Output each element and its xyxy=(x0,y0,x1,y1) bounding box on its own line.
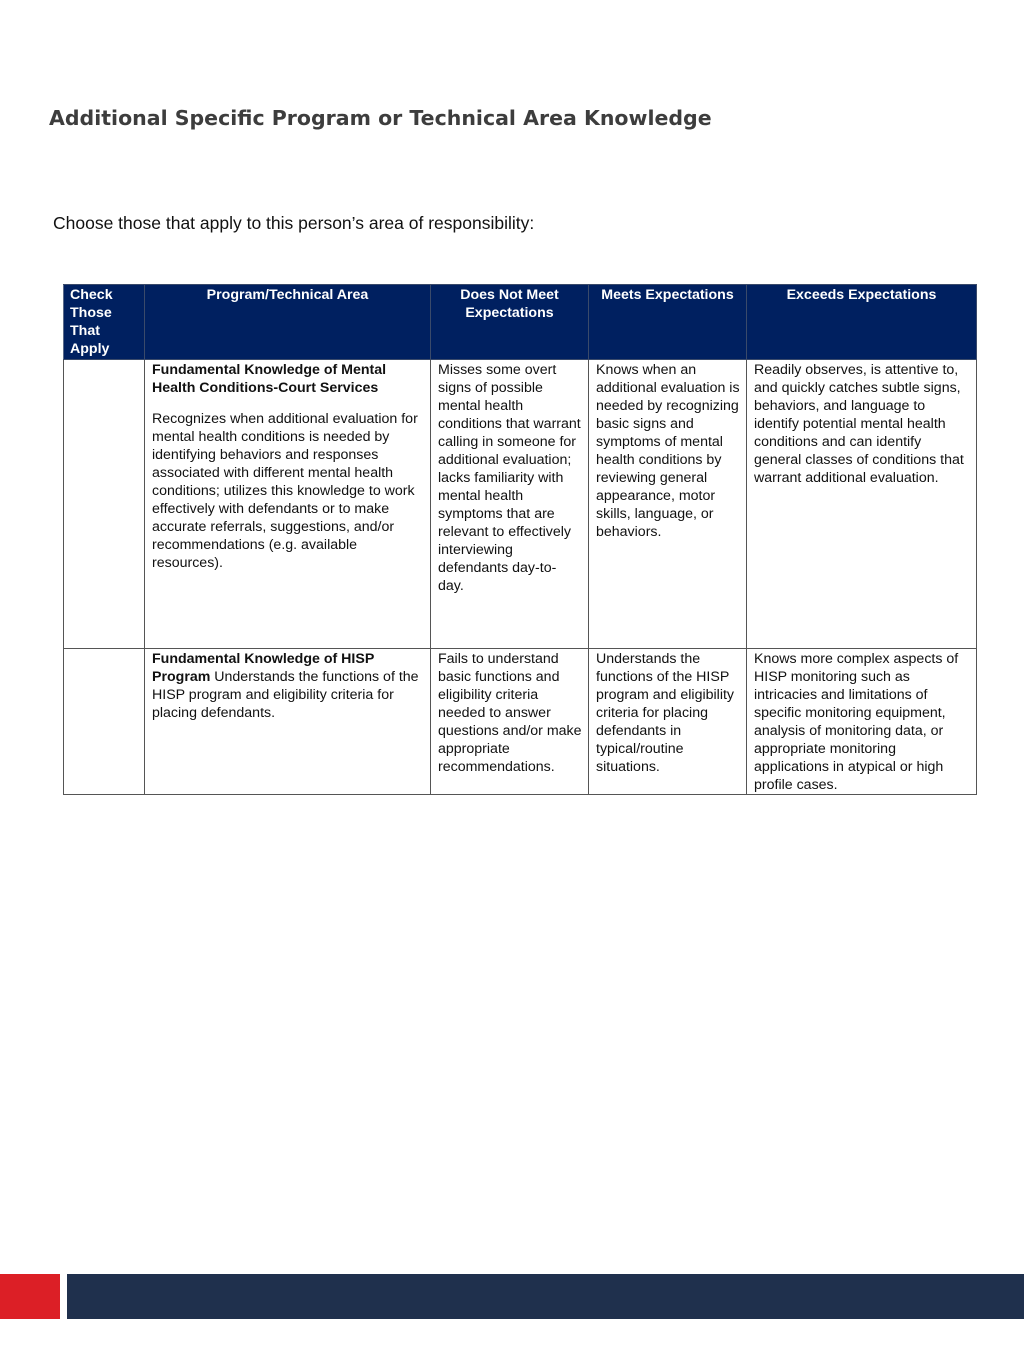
header-check-those-that-apply: Check Those That Apply xyxy=(64,285,145,360)
exceeds-cell: Readily observes, is attentive to, and quickly catches subtle signs, behaviors, and language to identify potential mental health conditions and can identify general classes of conditions that warrant additional evaluation. xyxy=(747,360,977,649)
check-cell[interactable] xyxy=(64,360,145,649)
meets-cell: Understands the functions of the HISP program and eligibility criteria for placing defendants in typical/routine situations. xyxy=(589,649,747,795)
rubric-table xyxy=(63,284,977,795)
page-title: Additional Specific Program or Technical Area Knowledge xyxy=(49,106,712,130)
program-area-title: Fundamental Knowledge of Mental Health Conditions-Court Services xyxy=(152,362,387,396)
exceeds-cell: Knows more complex aspects of HISP monitoring such as intricacies and limitations of specific monitoring equipment, analysis of monitoring data, or appropriate monitoring applications in atypical or high profile cases. xyxy=(747,649,977,795)
program-area-cell xyxy=(145,649,431,795)
program-area-title: Fundamental Knowledge of HISP Program xyxy=(152,651,375,685)
header-program-technical-area: Program/Technical Area xyxy=(145,285,431,360)
instructions-text: Choose those that apply to this person’s area of responsibility: xyxy=(53,213,535,233)
table-row xyxy=(64,649,977,795)
header-meets: Meets Expectations xyxy=(589,285,747,360)
footer-accent-block xyxy=(0,1274,60,1319)
header-exceeds: Exceeds Expectations xyxy=(747,285,977,360)
program-area-description: Understands the functions of the HISP program and eligibility criteria for placing defendants. xyxy=(152,669,419,721)
program-area-cell xyxy=(145,360,431,649)
header-does-not-meet: Does Not Meet Expectations xyxy=(431,285,589,360)
does-not-meet-cell: Fails to understand basic functions and eligibility criteria needed to answer questions and/or make appropriate recommendations. xyxy=(431,649,589,795)
footer-bar xyxy=(67,1274,1024,1319)
table-row xyxy=(64,360,977,649)
check-cell[interactable] xyxy=(64,649,145,795)
does-not-meet-cell: Misses some overt signs of possible mental health conditions that warrant calling in someone for additional evaluation; lacks familiarity with mental health symptoms that are relevant to effectively interviewing defendants day-to-day. xyxy=(431,360,589,649)
table-header-row xyxy=(64,285,977,360)
program-area-description: Recognizes when additional evaluation for mental health conditions is needed by identifying behaviors and responses associated with different mental health conditions; utilizes this knowledge to work effectively with defendants or to make accurate referrals, suggestions, and/or recommendations (e.g. available resources). xyxy=(152,411,418,571)
meets-cell: Knows when an additional evaluation is needed by recognizing basic signs and symptoms of mental health conditions by reviewing general appearance, motor skills, language, or behaviors. xyxy=(589,360,747,649)
